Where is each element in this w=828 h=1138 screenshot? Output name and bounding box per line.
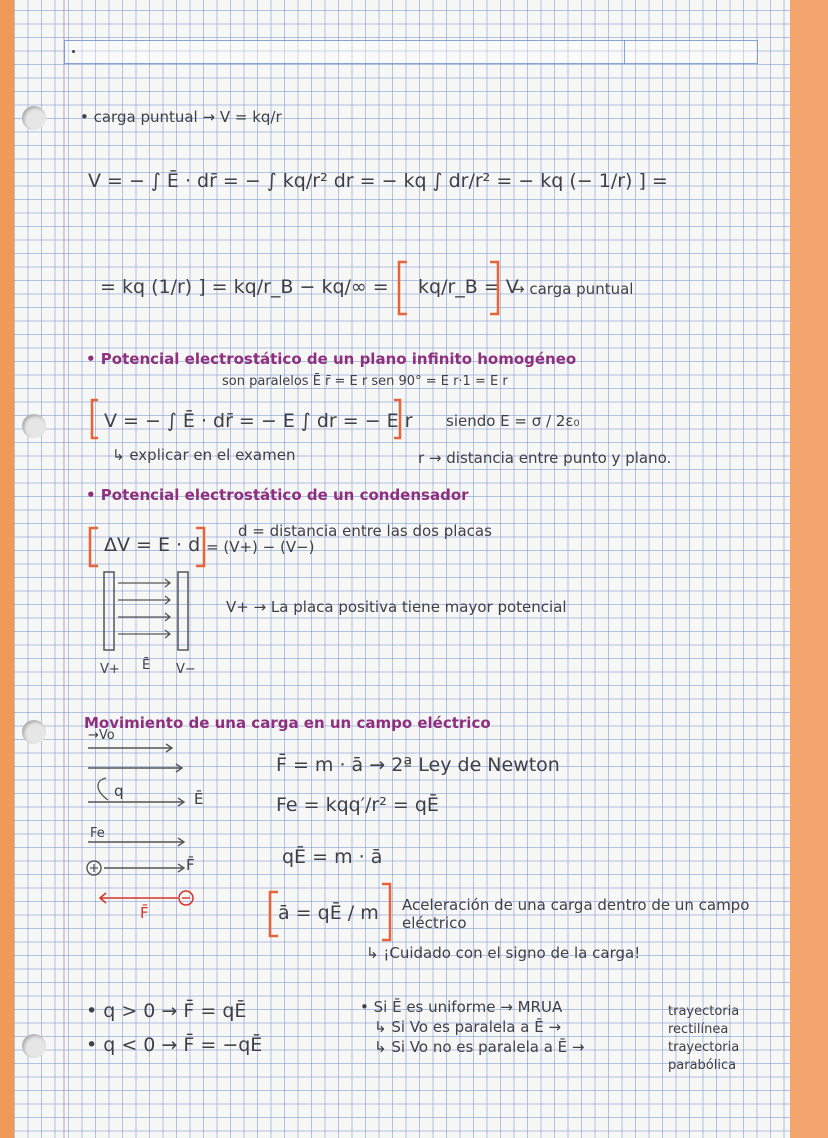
bracket-right-2: [394, 400, 400, 438]
field-lines: [88, 744, 184, 872]
section-heading-movimiento: Movimiento de una carga en un campo eléctrico: [84, 714, 491, 732]
section-heading-plano: • Potencial electrostático de un plano infinito homogéneo: [86, 350, 577, 368]
negative-force-arrow: [100, 893, 178, 903]
capacitor-field-arrows: [118, 579, 170, 638]
trayectoria-label-2: trayectoria: [668, 1040, 740, 1055]
curved-trajectory: [98, 778, 108, 800]
capacitor-plate-negative: [178, 572, 188, 650]
label-e-field-2: Ē: [194, 790, 204, 808]
plus-sign: [90, 864, 98, 872]
bracket-right-1: [490, 262, 498, 314]
plano-equation: V = − ∫ Ē · dr̄ = − E ∫ dr = − E r: [104, 410, 413, 432]
label-q: q: [114, 782, 124, 800]
charge-negative-rule: • q < 0 → F̄ = −qĒ: [86, 1034, 263, 1056]
condensador-equation: ΔV = E · d: [104, 534, 201, 556]
label-f-positive: F̄: [186, 856, 195, 874]
plano-paralelos-note: son paralelos Ē r̄ = E r sen 90° = E r·1 = E r: [222, 374, 508, 389]
condensador-equation-tail: = (V+) − (V−): [206, 538, 315, 556]
parabolica-label: parabólica: [668, 1058, 737, 1073]
label-vo: →Vo: [88, 728, 115, 743]
cuidado-note: ↳ ¡Cuidado con el signo de la carga!: [366, 944, 641, 962]
bracket-right-4: [382, 884, 390, 940]
rectilinea-label: rectilínea: [668, 1022, 729, 1037]
non-parallel-rule: ↳ Si Vo no es paralela a Ē →: [374, 1038, 585, 1056]
potential-integral-eq: V = − ∫ Ē · dr̄ = − ∫ kq/r² dr = − kq ∫ dr/r² = − kq (− 1/r) ] =: [88, 170, 668, 192]
label-f-negative: F̄: [140, 904, 149, 922]
bracket-left-2: [92, 400, 98, 438]
label-vplus: V+: [100, 662, 120, 677]
bracket-right-3: [196, 528, 204, 566]
newton-law: F̄ = m · ā → 2ª Ley de Newton: [276, 754, 560, 776]
parallel-rule: ↳ Si Vo es paralela a Ē →: [374, 1018, 562, 1036]
bracket-left-3: [90, 528, 98, 566]
potential-evaluated-eq: = kq (1/r) ] = kq/r_B − kq/∞ =: [100, 276, 389, 298]
plano-siendo: siendo E = σ / 2ε₀: [446, 412, 580, 430]
plano-distancia: r → distancia entre punto y plano.: [418, 449, 672, 467]
condensador-d-note: d = distancia entre las dos placas: [238, 522, 492, 540]
label-vminus: V−: [176, 662, 196, 677]
uniform-field-rule: • Si Ē es uniforme → MRUA: [360, 998, 563, 1016]
label-e-field: Ē: [142, 658, 151, 673]
potential-result: kq/r_B = V: [418, 276, 519, 298]
acceleration-note: Aceleración de una carga dentro de un campo eléctrico: [402, 896, 750, 932]
capacitor-plate-positive: [104, 572, 114, 650]
potential-result-note: → carga puntual: [512, 280, 634, 298]
trayectoria-label-1: trayectoria: [668, 1004, 740, 1019]
acceleration-equation: ā = qĒ / m: [278, 902, 379, 924]
bracket-left-4: [270, 892, 278, 936]
bracket-left-1: [399, 262, 407, 314]
condensador-plate-note: V+ → La placa positiva tiene mayor potencial: [226, 598, 567, 616]
label-fe: Fe: [90, 826, 105, 841]
qe-equals-ma: qĒ = m · ā: [282, 846, 383, 868]
charge-positive-rule: • q > 0 → F̄ = qĒ: [86, 1000, 247, 1022]
coulomb-force: Fe = kqq′/r² = qĒ: [276, 794, 439, 816]
plano-explicar: ↳ explicar en el examen: [112, 446, 296, 464]
carga-puntual-bullet: • carga puntual → V = kq/r: [80, 108, 282, 126]
section-heading-condensador: • Potencial electrostático de un condensador: [86, 486, 469, 504]
